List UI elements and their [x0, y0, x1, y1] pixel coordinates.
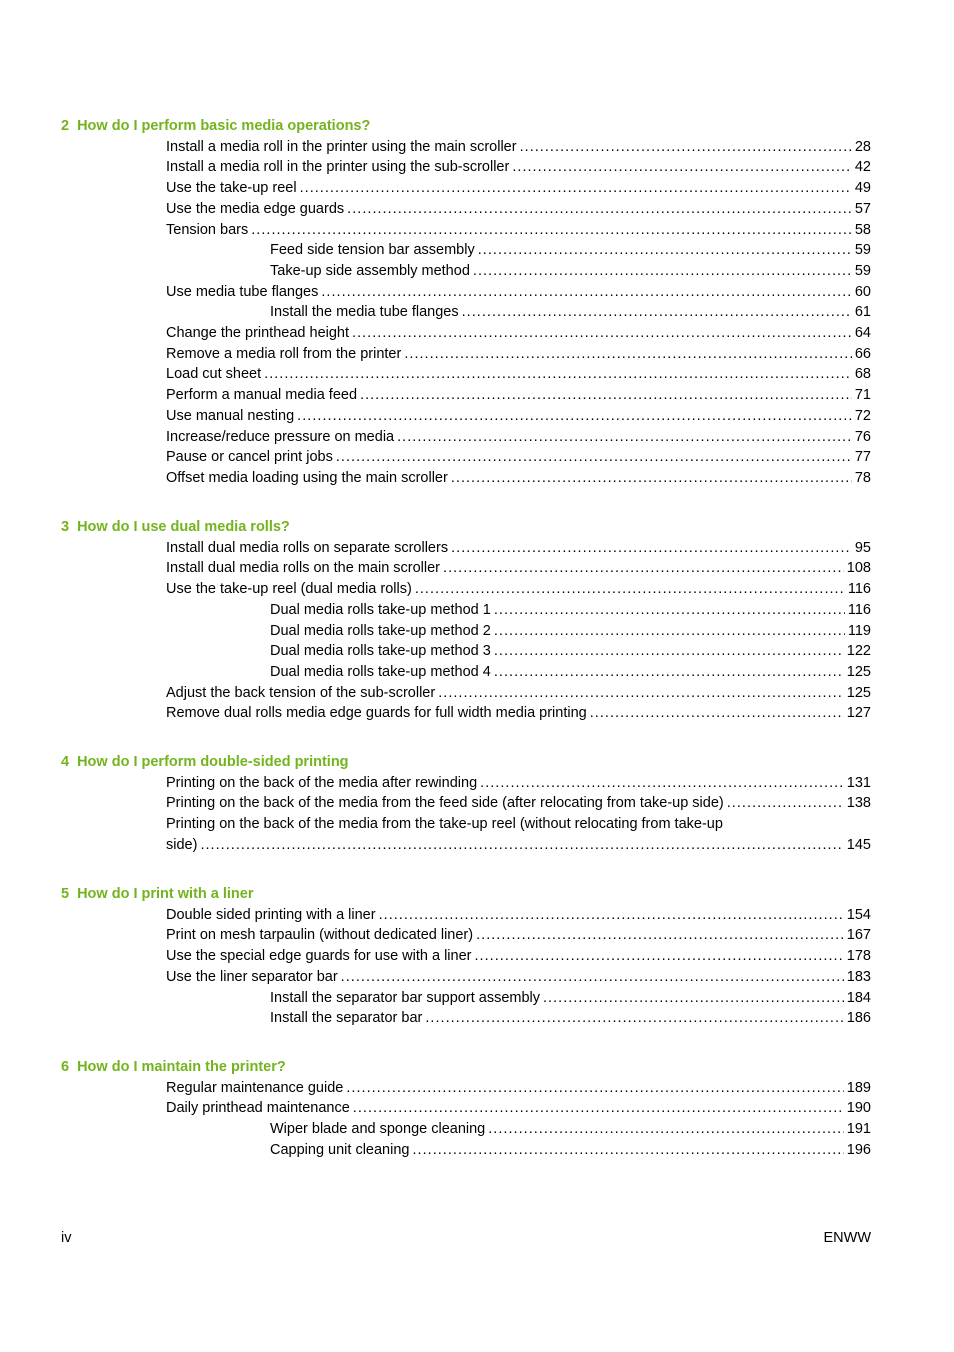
toc-entry-row — [270, 302, 871, 322]
dot-leader — [462, 302, 852, 322]
toc-entry-row — [166, 406, 871, 426]
toc-entry-label: Install a media roll in the printer using the sub-scroller — [166, 159, 510, 176]
toc-page-number: 64 — [854, 325, 871, 341]
toc-entry[interactable] — [0, 773, 954, 794]
toc-entry-row — [166, 220, 871, 240]
toc-entry-row — [166, 344, 871, 364]
dot-leader — [360, 385, 852, 405]
dot-leader — [451, 468, 852, 488]
dot-leader — [415, 579, 845, 599]
chapter-heading[interactable] — [61, 884, 254, 904]
toc-entry[interactable] — [0, 814, 954, 855]
dot-leader — [478, 240, 852, 260]
dot-leader — [438, 683, 844, 703]
toc-entry-row — [270, 261, 871, 281]
toc-page-number: 190 — [846, 1100, 871, 1117]
dot-leader — [494, 621, 845, 641]
toc-page-number: 167 — [846, 927, 871, 944]
dot-leader — [297, 406, 852, 426]
toc-entry-label: Perform a manual media feed — [166, 387, 358, 404]
toc-entry-label: Install dual media rolls on the main scroller — [166, 560, 441, 577]
toc-entry-row — [270, 1119, 871, 1139]
dot-leader — [346, 1078, 843, 1098]
toc-entry-label: Use the liner separator bar — [166, 968, 338, 985]
toc-entry-label: Dual media rolls take-up method 1 — [270, 601, 491, 618]
toc-entry-row — [166, 967, 871, 987]
toc-entry-row — [166, 427, 871, 447]
toc-page-number: 196 — [846, 1141, 871, 1158]
toc-page-number: 127 — [846, 705, 871, 722]
toc-entry-label: Offset media loading using the main scroller — [166, 469, 448, 486]
dot-leader — [727, 793, 844, 813]
toc-entry-row — [166, 385, 871, 405]
toc-entry-row — [166, 157, 871, 177]
toc-subentry[interactable] — [0, 1140, 954, 1161]
toc-page-number: 116 — [847, 601, 871, 618]
dot-leader — [590, 703, 844, 723]
toc-entry[interactable] — [0, 1078, 954, 1099]
chapter-heading[interactable] — [61, 752, 349, 772]
toc-entry-row — [166, 905, 871, 925]
toc-entry-label: Change the printhead height — [166, 325, 350, 341]
toc-entry-row — [166, 468, 871, 488]
toc-entry-label: Take-up side assembly method — [270, 262, 470, 279]
toc-entry[interactable] — [0, 703, 954, 724]
footer-page-number: iv — [61, 1230, 72, 1246]
toc-entry-label: Remove a media roll from the printer — [166, 345, 402, 362]
dot-leader — [451, 538, 852, 558]
toc-entry-label: Feed side tension bar assembly — [270, 242, 475, 259]
toc-entry-label: Use the special edge guards for use with a liner — [166, 948, 472, 965]
toc-page-number: 95 — [854, 539, 871, 556]
toc-page-number: 189 — [846, 1079, 871, 1096]
toc-entry[interactable] — [0, 1098, 954, 1119]
toc-entry-label: side) — [166, 836, 198, 853]
toc-entry-row — [166, 1098, 871, 1118]
dot-leader — [494, 600, 845, 620]
toc-page-number: 131 — [846, 774, 871, 791]
toc-entry-row — [166, 137, 871, 157]
toc-page-number: 77 — [854, 449, 871, 466]
dot-leader — [543, 988, 844, 1008]
toc-page-number: 28 — [854, 138, 871, 155]
chapter-title: How do I perform double-sided printing — [77, 754, 349, 770]
toc-page-number: 57 — [854, 200, 871, 217]
toc-entry-row — [166, 946, 871, 966]
toc-entry-row — [270, 641, 871, 661]
toc-page-number: 59 — [854, 262, 871, 279]
toc-entry-row — [166, 579, 871, 599]
toc-entry-label: Adjust the back tension of the sub-scroller — [166, 684, 436, 701]
toc-entry-label: Install the separator bar support assembly — [270, 989, 540, 1006]
toc-entry-label: Capping unit cleaning — [270, 1141, 410, 1158]
toc-subentry[interactable] — [0, 600, 954, 621]
dot-leader — [488, 1119, 844, 1139]
dot-leader — [494, 641, 844, 661]
toc-entry[interactable] — [0, 406, 954, 427]
toc-subentry[interactable] — [0, 302, 954, 323]
dot-leader — [347, 199, 852, 219]
toc-entry-label: Use media tube flanges — [166, 283, 319, 300]
toc-page-number: 72 — [854, 407, 871, 424]
dot-leader — [379, 905, 844, 925]
toc-page-number: 122 — [846, 643, 871, 660]
dot-leader — [397, 427, 852, 447]
toc-entry[interactable] — [0, 344, 954, 365]
toc-entry[interactable] — [0, 199, 954, 220]
chapter-number: 6 — [61, 1059, 70, 1075]
dot-leader — [520, 137, 852, 157]
dot-leader — [336, 447, 852, 467]
toc-entry-label: Printing on the back of the media from the feed side (after relocating from take-up side) — [166, 795, 724, 812]
toc-entry[interactable] — [0, 468, 954, 489]
toc-entry-row — [166, 178, 871, 198]
toc-page-number: 60 — [854, 283, 871, 300]
dot-leader — [512, 157, 852, 177]
toc-page-number: 138 — [846, 795, 871, 812]
chapter-title: How do I maintain the printer? — [77, 1059, 286, 1075]
toc-entry[interactable] — [0, 579, 954, 600]
toc-subentry[interactable] — [0, 621, 954, 642]
toc-entry-label-line1: Printing on the back of the media from the take-up reel (without relocating from take-up — [166, 816, 723, 833]
toc-entry-row — [270, 1008, 871, 1028]
toc-page-number: 61 — [854, 304, 871, 321]
toc-entry-label: Double sided printing with a liner — [166, 906, 376, 923]
toc-entry[interactable] — [0, 385, 954, 406]
dot-leader — [443, 558, 844, 578]
toc-entry-row — [166, 703, 871, 723]
toc-page-number: 119 — [847, 622, 871, 639]
toc-entry-row — [166, 282, 871, 302]
toc-entry-label: Install the separator bar — [270, 1010, 423, 1027]
dot-leader — [352, 323, 852, 343]
chapter-number: 5 — [61, 886, 70, 902]
toc-entry-row — [166, 1078, 871, 1098]
toc-entry[interactable] — [0, 282, 954, 303]
dot-leader — [476, 925, 844, 945]
chapter-heading[interactable] — [61, 1057, 286, 1077]
toc-entry-label: Increase/reduce pressure on media — [166, 428, 395, 445]
toc-entry-label: Dual media rolls take-up method 2 — [270, 622, 491, 639]
toc-entry[interactable] — [0, 683, 954, 704]
toc-entry-label: Pause or cancel print jobs — [166, 449, 333, 466]
toc-subentry[interactable] — [0, 662, 954, 683]
chapter-title: How do I use dual media rolls? — [77, 519, 290, 535]
toc-entry[interactable] — [0, 558, 954, 579]
dot-leader — [404, 344, 852, 364]
dot-leader — [264, 364, 852, 384]
toc-entry[interactable] — [0, 178, 954, 199]
toc-subentry[interactable] — [0, 988, 954, 1009]
toc-entry-row — [270, 988, 871, 1008]
toc-entry-row — [166, 558, 871, 578]
toc-page-number: 71 — [854, 387, 871, 404]
toc-entry-row — [270, 621, 871, 641]
toc-page-number: 58 — [854, 221, 871, 238]
toc-entry-row — [166, 323, 871, 343]
toc-entry[interactable] — [0, 967, 954, 988]
toc-page-number: 108 — [846, 560, 871, 577]
toc-page-number: 42 — [854, 159, 871, 176]
toc-page-number: 154 — [846, 906, 871, 923]
toc-page-number: 78 — [854, 469, 871, 486]
toc-entry[interactable] — [0, 427, 954, 448]
toc-entry-row — [166, 835, 871, 855]
toc-entry-label: Install the media tube flanges — [270, 304, 459, 321]
chapter-heading[interactable] — [61, 517, 290, 537]
chapter-title: How do I print with a liner — [77, 886, 254, 902]
toc-entry-row — [166, 683, 871, 703]
dot-leader — [200, 835, 843, 855]
toc-entry-row — [270, 662, 871, 682]
toc-entry[interactable] — [0, 905, 954, 926]
toc-subentry[interactable] — [0, 261, 954, 282]
toc-entry-label: Load cut sheet — [166, 366, 262, 383]
toc-entry[interactable] — [0, 447, 954, 468]
toc-entry-row — [166, 199, 871, 219]
toc-entry-label: Regular maintenance guide — [166, 1079, 344, 1096]
toc-entry-row — [166, 538, 871, 558]
toc-entry-label: Install a media roll in the printer using the main scroller — [166, 138, 517, 155]
toc-subentry[interactable] — [0, 1008, 954, 1029]
toc-entry-row — [270, 240, 871, 260]
dot-leader — [300, 178, 852, 198]
toc-entry-label: Dual media rolls take-up method 3 — [270, 643, 491, 660]
toc-page-number: 191 — [846, 1121, 871, 1138]
dot-leader — [412, 1140, 843, 1160]
toc-entry[interactable] — [0, 220, 954, 241]
dot-leader — [473, 261, 852, 281]
dot-leader — [494, 662, 844, 682]
toc-page-number: 178 — [846, 948, 871, 965]
toc-page-number: 184 — [846, 989, 871, 1006]
toc-entry-label: Use the take-up reel — [166, 180, 297, 197]
dot-leader — [251, 220, 852, 240]
footer-locale: ENWW — [823, 1230, 871, 1246]
toc-page-number: 66 — [854, 345, 871, 362]
toc-entry-row — [166, 364, 871, 384]
toc-entry-label: Use the media edge guards — [166, 200, 345, 217]
chapter-number: 3 — [61, 519, 70, 535]
toc-entry[interactable] — [0, 925, 954, 946]
toc-entry-label: Install dual media rolls on separate scrollers — [166, 539, 449, 556]
toc-entry-row — [166, 773, 871, 793]
dot-leader — [474, 946, 843, 966]
toc-entry[interactable] — [0, 364, 954, 385]
toc-page-number: 59 — [854, 242, 871, 259]
chapter-number: 4 — [61, 754, 70, 770]
chapter-number: 2 — [61, 118, 70, 134]
toc-entry-label: Print on mesh tarpaulin (without dedicated liner) — [166, 927, 474, 944]
toc-page-number: 125 — [846, 663, 871, 680]
toc-entry-label: Printing on the back of the media after rewinding — [166, 774, 478, 791]
toc-entry-label: Daily printhead maintenance — [166, 1100, 350, 1117]
toc-subentry[interactable] — [0, 1119, 954, 1140]
toc-entry-row — [270, 600, 871, 620]
toc-page-number: 183 — [846, 968, 871, 985]
toc-page-number: 76 — [854, 428, 871, 445]
toc-entry[interactable] — [0, 538, 954, 559]
toc-entry-row — [270, 1140, 871, 1160]
toc-entry-label: Dual media rolls take-up method 4 — [270, 663, 491, 680]
toc-entry-label: Use the take-up reel (dual media rolls) — [166, 581, 412, 598]
toc-entry-label: Wiper blade and sponge cleaning — [270, 1121, 486, 1138]
toc-page-number: 49 — [854, 180, 871, 197]
toc-entry-row — [166, 447, 871, 467]
toc-entry[interactable] — [0, 323, 954, 344]
toc-page-number: 116 — [847, 581, 871, 598]
toc-page-number: 186 — [846, 1010, 871, 1027]
toc-page-number: 145 — [846, 836, 871, 853]
toc-entry-row — [166, 925, 871, 945]
toc-entry-label: Use manual nesting — [166, 407, 295, 424]
toc-entry-label: Tension bars — [166, 221, 249, 238]
toc-subentry[interactable] — [0, 641, 954, 662]
dot-leader — [480, 773, 844, 793]
dot-leader — [321, 282, 852, 302]
toc-entry[interactable] — [0, 157, 954, 178]
toc-entry[interactable] — [0, 793, 954, 814]
toc-page-number: 125 — [846, 684, 871, 701]
toc-entry[interactable] — [0, 946, 954, 967]
chapter-title: How do I perform basic media operations? — [77, 118, 371, 134]
dot-leader — [353, 1098, 844, 1118]
toc-subentry[interactable] — [0, 240, 954, 261]
dot-leader — [341, 967, 844, 987]
dot-leader — [425, 1008, 843, 1028]
toc-entry-label: Remove dual rolls media edge guards for full width media printing — [166, 705, 587, 722]
toc-page-number: 68 — [854, 366, 871, 383]
chapter-heading[interactable] — [61, 116, 370, 136]
toc-entry-row — [166, 793, 871, 813]
toc-entry[interactable] — [0, 137, 954, 158]
